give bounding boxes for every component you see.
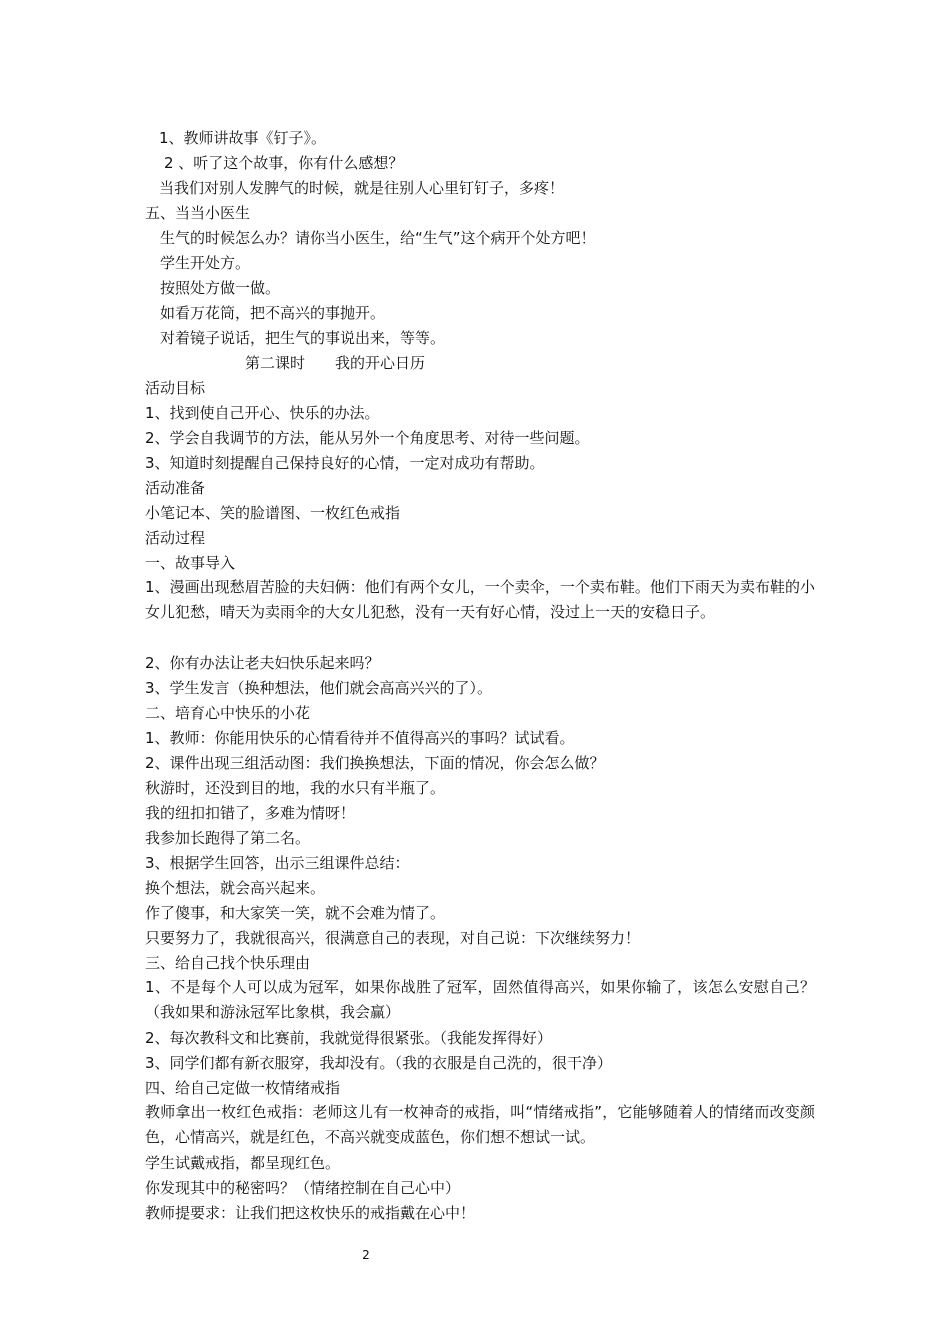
text-line: 3、根据学生回答，出示三组课件总结：	[145, 854, 410, 872]
text-line: 教师提要求：让我们把这枚快乐的戒指戴在心中！	[145, 1204, 476, 1222]
text-line: 学生试戴戒指，都呈现红色。	[145, 1154, 341, 1172]
text-line: 2、每次教科文和比赛前，我就觉得很紧张。（我能发挥得好）	[145, 1029, 553, 1047]
text-line: 1、找到使自己开心、快乐的办法。	[145, 404, 380, 422]
text-line: 2、学会自我调节的方法，能从另外一个角度思考、对待一些问题。	[145, 429, 590, 447]
paragraph: 1、漫画出现愁眉苦脸的夫妇俩：他们有两个女儿，一个卖伞，一个卖布鞋。他们下雨天为卖布鞋的小女儿犯愁，晴天为卖雨伞的大女儿犯愁，没有一天有好心情，没过上一天的安稳日子。	[145, 578, 815, 621]
text-line: 生气的时候怎么办？请你当小医生，给“生气”这个病开个处方吧！	[160, 229, 596, 247]
text-line: 3、知道时刻提醒自己保持良好的心情，一定对成功有帮助。	[145, 454, 545, 472]
text-line: 1、教师：你能用快乐的心情看待并不值得高兴的事吗？试试看。	[145, 729, 575, 747]
section-heading: 活动过程	[145, 529, 206, 547]
text-line: 我的纽扣扣错了，多难为情呀！	[145, 804, 356, 822]
text-line: 1、教师讲故事《钉子》。	[159, 129, 327, 147]
section-heading: 五、当当小医生	[145, 204, 251, 222]
text-line: 小笔记本、笑的脸谱图、一枚红色戒指	[145, 504, 401, 522]
paragraph: 1、不是每个人可以成为冠军，如果你战胜了冠军，固然值得高兴，如果你输了，该怎么安慰自己？（我如果和游泳冠军比象棋，我会赢）	[145, 978, 815, 1021]
lesson-title: 第二课时 我的开心日历	[245, 354, 426, 372]
section-heading: 四、给自己定做一枚情绪戒指	[145, 1079, 341, 1097]
text-line: 如看万花筒，把不高兴的事抛开。	[160, 304, 386, 322]
section-heading: 一、故事导入	[145, 554, 236, 572]
text-line: 3、学生发言（换种想法，他们就会高高兴兴的了）。	[145, 679, 493, 697]
text-line: 当我们对别人发脾气的时候，就是往别人心里钉钉子，多疼！	[159, 179, 565, 197]
section-heading: 三、给自己找个快乐理由	[145, 954, 311, 972]
text-line: 作了傻事，和大家笑一笑，就不会难为情了。	[145, 904, 446, 922]
text-line: 你发现其中的秘密吗？（情绪控制在自己心中）	[145, 1179, 461, 1197]
text-line: 我参加长跑得了第二名。	[145, 829, 311, 847]
section-heading: 二、培育心中快乐的小花	[145, 704, 311, 722]
text-line: 2、你有办法让老夫妇快乐起来吗？	[145, 654, 380, 672]
section-heading: 活动准备	[145, 479, 206, 497]
text-line: 只要努力了，我就很高兴，很满意自己的表现，对自己说：下次继续努力！	[145, 929, 641, 947]
paragraph: 教师拿出一枚红色戒指：老师这儿有一枚神奇的戒指，叫“情绪戒指”，它能够随着人的情绪而改变颜色，心情高兴，就是红色，不高兴就变成蓝色，你们想不想试一试。	[145, 1103, 815, 1146]
text-line: 2 、听了这个故事，你有什么感想？	[164, 154, 404, 172]
page-number: 2	[362, 1248, 370, 1262]
text-line: 学生开处方。	[160, 254, 251, 272]
text-line: 对着镜子说话，把生气的事说出来，等等。	[160, 329, 446, 347]
text-line: 3、同学们都有新衣服穿，我却没有。（我的衣服是自己洗的，很干净）	[145, 1054, 613, 1072]
text-line: 2、课件出现三组活动图：我们换换想法，下面的情况，你会怎么做？	[145, 754, 605, 772]
text-line: 秋游时，还没到目的地，我的水只有半瓶了。	[145, 779, 446, 797]
section-heading: 活动目标	[145, 379, 206, 397]
text-line: 换个想法，就会高兴起来。	[145, 879, 326, 897]
text-line: 按照处方做一做。	[160, 279, 281, 297]
